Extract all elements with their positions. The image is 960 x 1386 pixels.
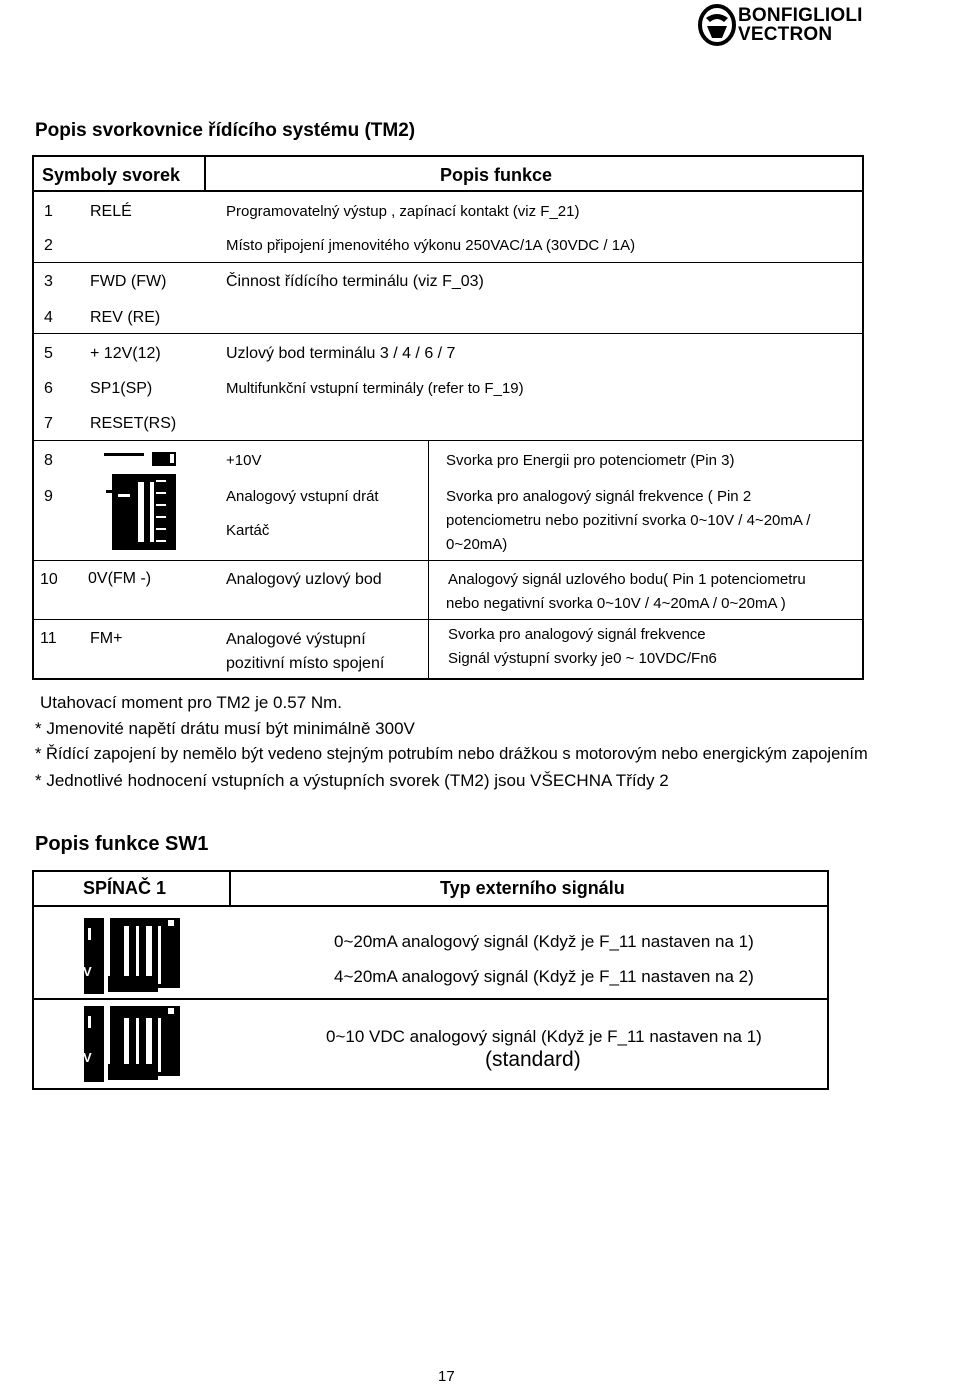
note-voltage: * Jmenovité napětí drátu musí být minimálně 300V: [35, 719, 415, 738]
brand-line1: BONFIGLIOLI: [738, 5, 863, 26]
signal-standard: (standard): [485, 1048, 581, 1071]
header-symbols: Symboly svorek: [42, 165, 181, 185]
row-function: Činnost řídícího terminálu (viz F_03): [226, 273, 484, 290]
row-function-b: Svorka pro Energii pro potenciometr (Pin 3): [446, 452, 735, 469]
row-function: Multifunkční vstupní terminály (refer to F_19): [226, 380, 524, 397]
row-function-b1: Svorka pro analogový signál frekvence ( Pin 2: [446, 488, 752, 505]
row-num: 2: [44, 237, 53, 254]
brand-emblem-icon: [698, 4, 736, 46]
potentiometer-symbol-icon: [104, 452, 180, 552]
row-symbol: + 12V(12): [90, 345, 161, 362]
row-num: 9: [44, 488, 53, 505]
page-number: 17: [438, 1368, 455, 1385]
row-num: 8: [44, 452, 53, 469]
row-function: Uzlový bod terminálu 3 / 4 / 6 / 7: [226, 345, 456, 362]
row-function-b2: potenciometru nebo pozitivní svorka 0~10V / 4~20mA /: [446, 512, 811, 529]
row-symbol: SP1(SP): [90, 380, 153, 397]
section-title-tm2: Popis svorkovnice řídícího systému (TM2): [35, 120, 416, 141]
switch-position-voltage-icon: [80, 1004, 186, 1084]
row-num: 6: [44, 380, 53, 397]
row-num: 10: [40, 571, 58, 588]
row-function-b3: 0~20mA): [446, 536, 508, 553]
row-function: Programovatelný výstup , zapínací kontakt (viz F_21): [226, 203, 580, 220]
row-function-a2: pozitivní místo spojení: [226, 655, 385, 672]
row-function-b2: nebo negativní svorka 0~10V / 4~20mA / 0~20mA ): [446, 595, 786, 612]
row-function-b1: Svorka pro analogový signál frekvence: [448, 626, 706, 643]
row-function-a1: Analogový vstupní drát: [226, 488, 379, 505]
row-function-b1: Analogový signál uzlového bodu( Pin 1 potenciometru: [448, 571, 806, 588]
row-num: 11: [40, 630, 57, 647]
header-signal-type: Typ externího signálu: [440, 878, 625, 898]
row-function-a1: Analogové výstupní: [226, 631, 366, 648]
row-num: 3: [44, 273, 53, 290]
note-class: * Jednotlivé hodnocení vstupních a výstupních svorek (TM2) jsou VŠECHNA Třídy 2: [35, 771, 669, 790]
row-function-a: Analogový uzlový bod: [226, 571, 382, 588]
switch-label-v: V: [83, 1050, 92, 1065]
brand-line2: VECTRON: [738, 24, 833, 45]
row-symbol: 0V(FM -): [88, 570, 152, 587]
row-function-a: +10V: [226, 452, 262, 469]
row-function: Místo připojení jmenovitého výkonu 250VAC/1A (30VDC / 1A): [226, 237, 636, 254]
note-wiring: * Řídící zapojení by nemělo být vedeno stejným potrubím nebo drážkou s motorovým nebo energickým zapojením: [35, 745, 868, 763]
row-num: 4: [44, 309, 53, 326]
row-num: 5: [44, 345, 53, 362]
switch-position-current-icon: [80, 916, 186, 996]
section-title-sw1: Popis funkce SW1: [35, 833, 209, 855]
row-symbol: FWD (FW): [90, 273, 167, 290]
switch-label-v: V: [83, 964, 92, 979]
note-torque: Utahovací moment pro TM2 je 0.57 Nm.: [40, 693, 343, 712]
row-function-b2: Signál výstupní svorky je0 ~ 10VDC/Fn6: [448, 650, 717, 667]
row-num: 7: [44, 415, 53, 432]
signal-4-20ma: 4~20mA analogový signál (Když je F_11 nastaven na 2): [334, 967, 754, 986]
row-num: 1: [44, 203, 53, 220]
header-switch: SPÍNAČ 1: [83, 878, 167, 898]
signal-0-10vdc: 0~10 VDC analogový signál (Když je F_11 nastaven na 1): [326, 1027, 762, 1046]
row-symbol: FM+: [90, 630, 123, 647]
row-symbol: RELÉ: [90, 203, 132, 220]
signal-0-20ma: 0~20mA analogový signál (Když je F_11 nastaven na 1): [334, 932, 754, 951]
row-symbol: RESET(RS): [90, 415, 177, 432]
row-function-a2: Kartáč: [226, 522, 270, 539]
row-symbol: REV (RE): [90, 309, 161, 326]
bonfiglioli-vectron-logo: [698, 2, 898, 48]
header-function: Popis funkce: [440, 165, 553, 185]
